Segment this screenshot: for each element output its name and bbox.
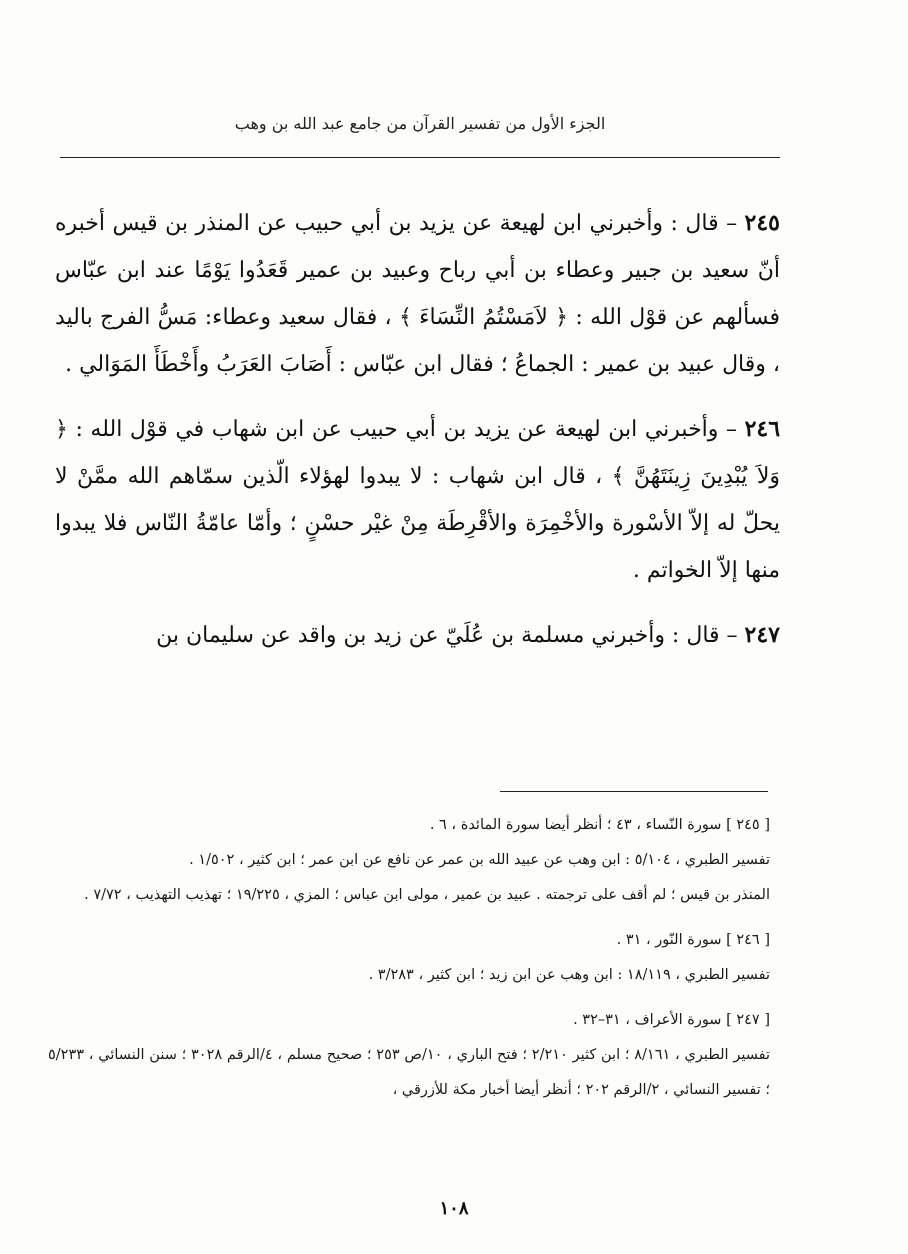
entry-text: – وأخبرني ابن لهيعة عن يزيد بن أبي حبيب عن ابن شهاب في قوْل الله : ﴿ وَلاَ يُبْدِينَ زِينَتَهُنَّ ﴾ ، قال ابن شهاب : لا يبدوا لهؤلاء الّذين سمّاهم الله ممَّنْ لا يحلّ له إلاّ الأسْورة والأخْمِرَة والأقْرِطَة مِنْ غيْر حسْنٍ ؛ وأمّا عامّةُ النّاس فلا يبدوا منها إلاّ الخواتم . — [55, 417, 780, 583]
footnote-line: تفسير الطبري ، ١٨/١١٩ : ابن وهب عن ابن زيد ؛ ابن كثير ، ٣/٢٨٣ . — [368, 967, 770, 983]
entry-number: ٢٤٧ — [744, 622, 780, 648]
entry-number: ٢٤٦ — [744, 416, 781, 442]
entry-245 — [55, 200, 780, 388]
entry-246 — [55, 406, 780, 594]
footnote-rule — [500, 791, 768, 792]
entry-text: – قال : وأخبرني مسلمة بن عُلَيّ عن زيد بن واقد عن سليمان بن — [156, 623, 738, 648]
footnote-247 — [48, 1003, 770, 1108]
entry-247 — [55, 612, 780, 659]
footnote-line: تفسير الطبري ، ٥/١٠٤ : ابن وهب عن عبيد الله بن عمر عن نافع عن ابن عمر ؛ ابن كثير ، ١/٥٠٢ . — [189, 852, 770, 868]
entry-number: ٢٤٥ — [744, 210, 780, 236]
header-rule — [60, 157, 780, 158]
footnote-line: [ ٢٤٧ ] سورة الأعراف ، ٣١–٣٢ . — [573, 1012, 770, 1028]
main-text — [55, 200, 780, 677]
footnote-line: [ ٢٤٦ ] سورة النّور ، ٣١ . — [616, 932, 770, 948]
footnote-line: [ ٢٤٥ ] سورة النّساء ، ٤٣ ؛ أنظر أيضا سورة المائدة ، ٦ . — [429, 817, 770, 833]
running-header: الجزء الأول من تفسير القرآن من جامع عبد الله بن وهب — [234, 114, 606, 133]
page-number: ١٠٨ — [439, 1198, 469, 1219]
entry-text: – قال : وأخبرني ابن لهيعة عن يزيد بن أبي حبيب عن المنذر بن قيس أخبره أنّ سعيد بن جبير وعطاء بن أبي رباح وعبيد بن عمير قَعَدُوا يَوْمًا عند ابن عبّاس فسألهم عن قوْل الله : ﴿ لاَمَسْتُمُ النِّسَاءَ ﴾ ، فقال سعيد وعطاء: مَسُّ الفرج باليد ، وقال عبيد بن عمير : الجماعُ ؛ فقال ابن عبّاس : أَصَابَ العَرَبُ وأَخْطَأَ المَوَالي . — [55, 211, 780, 377]
footnote-246 — [48, 923, 770, 993]
footnotes — [48, 808, 770, 1118]
footnote-245 — [48, 808, 770, 913]
footnote-line: تفسير الطبري ، ٨/١٦١ ؛ ابن كثير ٢/٢١٠ ؛ فتح الباري ، ١٠/ص ٢٥٣ ؛ صحيح مسلم ، ٤/الرقم ٣٠٢٨ ؛ سنن النسائي ، ٥/٢٣٣ ؛ تفسير النسائي ، ٢/الرقم ٢٠٢ ؛ أنظر أيضا أخبار مكة للأزرقي ، — [48, 1047, 771, 1098]
footnote-line: المنذر بن قيس ؛ لم أقف على ترجمته . عبيد بن عمير ، مولى ابن عباس ؛ المزي ، ١٩/٢٢٥ ؛ تهذيب التهذيب ، ٧/٧٢ . — [84, 887, 770, 903]
